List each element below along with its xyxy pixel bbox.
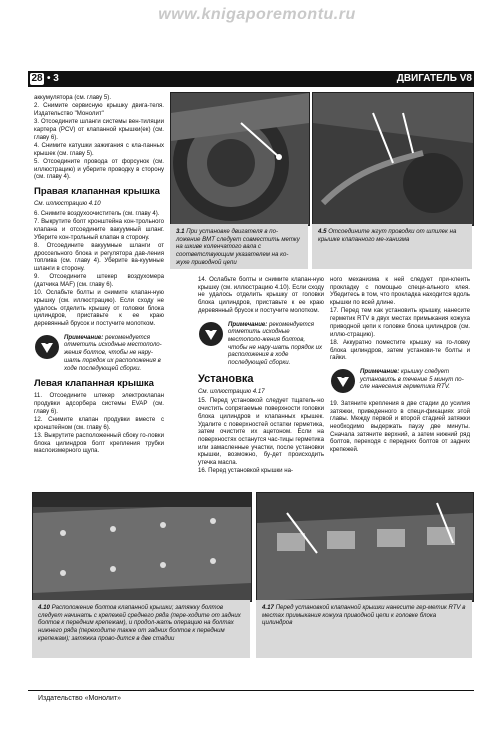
step: 15. Перед установкой следует тщатель-но очистить сопрягаемые поверхности головки блока цилиндров и клапанных крышек. Удалите с поверхностей остатки герметика, затем очистите их ацетоном. Если на поверхностях останутся час-тицы герметика или замасленные участки, после установки крышки, возможно, бу-дет происходить утечка масла. [198,397,324,467]
warning-icon [330,368,356,394]
photo-crank-pulley [170,92,310,226]
middle-column [198,276,324,476]
illustration-ref: См. иллюстрацию 4.17 [198,387,265,395]
text-line: 4. Снимите катушки зажигания с кла-панных крышек (см. главу 5). [34,142,164,157]
text-line: 2. Снимите сервисную крышку двига-теля. Издательство "Монолит" [34,102,164,117]
caption-4-17 [256,600,472,658]
heading-left-valve-cover: Левая клапанная крышка [34,378,154,390]
photo-rtv-sealant [256,492,474,602]
step: 18. Аккуратно поместите крышку на го-ловку блока цилиндров, затем установи-те болты и гайки. [330,338,470,362]
note-label: Примечание: [64,333,104,341]
text-line: 5. Отсоедините провода от форсунок (см. иллюстрацию) и уберите проводку в сторону (см. главу 4). [34,158,164,181]
text-line: аккумулятора (см. главу 5). [34,94,112,101]
caption-number: 4.17 [262,604,274,611]
right-column [330,276,470,454]
step: 11. Отсоедините штекер электроклапан продувки адсорбера системы EVAP (см. главу 6). [34,392,164,415]
note-text: рекомендуется отметить исходные местополо-жения болтов, чтобы не нару-шать порядок их расположения в ходе последующей сборки. [228,320,323,367]
illustration-ref: См. иллюстрацию 4.10 [34,200,101,208]
step: 8. Отсоедините вакуумные шланги от дроссельного блока и регулятора дав-ления топлива (см. главу 4). Уберите ва-куумные шланги в сторону. [34,241,164,272]
step: 10. Ослабьте болты и снимите клапан-ную крышку (см. иллюстрацию). Если сходу не удалось отделить крышку от головки блока цилиндров, приставьте к ее краю деревянный брусок и постучите молотком. [34,289,164,328]
caption-text: Перед установкой клапанной крышки нанесите гер-метик RTV в местах примыкания кожуха приводной цепи к головке блока цилиндров [262,604,466,627]
footer-publisher: Издательство «Монолит» [38,695,122,702]
note-block [34,334,164,373]
heading-installation: Установка [198,372,254,385]
site-watermark: www.knigaporemontu.ru [158,6,356,23]
caption-text: Отсоедините жгут проводки от шпилек на крышке клапанного ме-ханизма [318,228,457,243]
step: 6. Снимите воздухоочиститель (см. главу 4). [34,209,160,217]
note-text: крышку следует установить в течение 5 минут по-сле нанесения герметика RTV. [360,367,464,391]
step: 13. Выкрутите расположенный сбоку го-ловки блока цилиндров болт крепления трубки маслоизмерного щупа. [34,431,164,455]
caption-4-5 [312,224,472,269]
step: 9. Отсоедините штекер воздухомера (датчика MAF) (см. главу 6). [34,273,164,288]
note-block [330,368,470,394]
warning-icon [198,321,224,347]
caption-number: 3.1 [176,228,185,235]
step: 17. Перед тем как установить крышку, нанесите герметик RTV в двух местах примыкания кожуха приводной цепи к головке блока цилиндров (см. иллю-страцию). [330,307,470,338]
step: 12. Снимите клапан продувки вместе с кронштейном (см. главу 6). [34,415,164,431]
caption-3-1 [170,224,308,269]
caption-4-10 [32,600,250,658]
note-text: рекомендуется отметить исходные местополо-жения болтов, чтобы не нару-шать порядок их расположения в ходе последующей сборки. [64,333,162,372]
caption-number: 4.5 [318,228,327,235]
page-number: 28 [31,73,43,84]
note-label: Примечание: [228,320,268,328]
step: 19. Затяните крепления в две стадии до усилия затяжки, приведенного в специ-фикациях этой главы. Между первой и второй стадией затяжки необходимо выдержать паузу две минуты. Сначала затяните верхний, а затем нижний ряд болтов, переходя с передних болтов от задних крепежей. [330,399,470,454]
photo-valve-cover-bolts [32,492,252,602]
warning-icon [34,334,60,360]
caption-text: При установке двигателя в по-ложение ВМТ следует совместить метку на шкиве коленчатого вала с соответствующим указателем на ко-жухе приводной цепи [176,228,300,266]
photo-wiring-harness [312,92,474,226]
step: 7. Выкрутите болт кронштейна кон-трольного клапана и отсоедините вакуумный шланг. Уберите кон-трольный клапан в сторону. [34,218,164,241]
heading-right-valve-cover: Правая клапанная крышка [34,186,160,198]
note-block [198,321,324,367]
step: 16. Перед установкой крышки на- [198,467,294,475]
left-column [34,94,164,456]
chapter-marker: • 3 [47,73,59,84]
note-label: Примечание: [360,367,400,375]
footer-rule [28,690,474,691]
caption-number: 4.10 [38,604,50,611]
step: 14. Ослабьте болты и снимите клапан-ную крышку (см. иллюстрацию 4.10). Если сходу не удалось отделить крышку от головки блока цилиндров, приставьте к ее краю деревянный брусок и постучите молотком. [198,276,324,314]
section-title: ДВИГАТЕЛЬ V8 [396,73,472,84]
step: ного механизма к ней следует при-клеить прокладку с помощью специ-ального клея. Убедитесь в том, что прокладка находится вдоль крышки по всей длине. [330,276,470,307]
caption-text: Расположение болтов клапанной крышки; затяжку болтов следует начинать с крепежей среднего ряда (пере-ходите от задних болтов к передним крепежам), и продол-жать операцию на болтах нижнего ряда (переходите также от задних болтов к передним крепежам); затяжка прово-дится в две стадии [38,604,241,642]
text-line: 3. Отсоедините шланги системы вен-тиляции картера (PCV) от клапанной крышки(ек) (см. главу 6). [34,118,164,141]
